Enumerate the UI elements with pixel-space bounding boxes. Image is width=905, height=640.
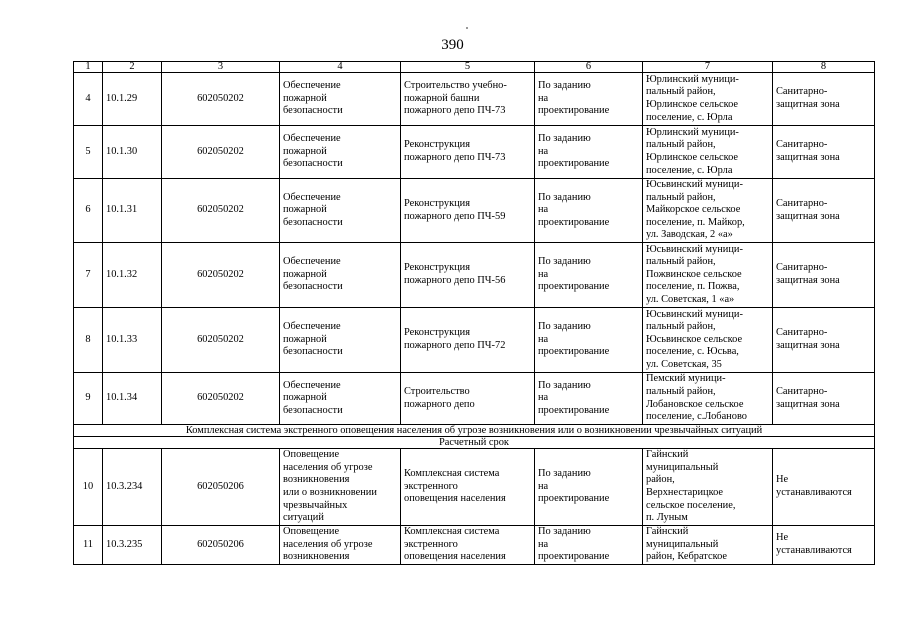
location-cell-line: Гайнский xyxy=(646,449,689,461)
object-name-cell-line: оповещения населения xyxy=(404,493,506,505)
location-cell-line: муниципальный xyxy=(646,461,719,473)
characteristics-cell-line: на xyxy=(538,392,549,404)
zone-cell xyxy=(773,526,875,565)
table-row xyxy=(74,243,875,308)
characteristics-cell-line: проектирование xyxy=(538,105,610,117)
location-cell-line: сельское поселение, xyxy=(646,499,736,511)
characteristics-cell-line: на xyxy=(538,333,549,345)
location-cell-line: Юсьвинский муници- xyxy=(646,308,743,320)
row-number: 11 xyxy=(74,526,103,565)
object-code: 10.1.32 xyxy=(103,243,162,308)
object-name-cell xyxy=(401,126,535,179)
object-name-cell xyxy=(401,449,535,526)
object-name-cell-line: Реконструкция xyxy=(404,197,471,209)
purpose-cell-line: Обеспечение xyxy=(283,321,341,333)
purpose-cell xyxy=(280,373,401,425)
characteristics-cell-line: По заданию xyxy=(538,321,591,333)
characteristics-cell-line: на xyxy=(538,268,549,280)
table-row xyxy=(74,73,875,126)
purpose-cell-line: или о возникновении xyxy=(283,487,377,498)
classifier-code: 602050206 xyxy=(162,449,280,526)
object-name-cell-line: Комплексная система xyxy=(404,468,500,480)
object-code: 10.1.34 xyxy=(103,373,162,425)
zone-cell-line: устанавливаются xyxy=(776,544,852,556)
column-header-8: 8 xyxy=(773,62,875,73)
purpose-cell-line: пожарной xyxy=(283,392,327,404)
purpose-cell xyxy=(280,449,401,526)
column-header-4: 4 xyxy=(280,62,401,73)
characteristics-cell-line: По заданию xyxy=(538,379,591,391)
section-title: Комплексная система экстренного оповещения населения об угрозе возникновения или о возникновении чрезвычайных ситуаций xyxy=(74,425,875,437)
purpose-cell-line: чрезвычайных xyxy=(283,499,348,511)
characteristics-cell-line: проектирование xyxy=(538,551,610,563)
object-name-cell-line: пожарного депо ПЧ-73 xyxy=(404,105,506,117)
purpose-cell xyxy=(280,73,401,126)
location-cell-line: Пемский муници- xyxy=(646,373,726,385)
section-subtitle-row xyxy=(74,437,875,449)
purpose-cell-line: пожарной xyxy=(283,204,327,216)
purpose-cell-line: безопасности xyxy=(283,346,343,358)
characteristics-cell xyxy=(535,126,643,179)
object-code: 10.3.234 xyxy=(103,449,162,526)
zone-cell-line: Не xyxy=(776,474,789,486)
location-cell xyxy=(643,526,773,565)
zone-cell-line: Санитарно- xyxy=(776,262,828,274)
characteristics-cell-line: По заданию xyxy=(538,133,591,145)
purpose-cell-line: Обеспечение xyxy=(283,133,341,145)
location-cell-line: Лобановское сельское xyxy=(646,398,744,410)
location-cell xyxy=(643,373,773,425)
location-cell-line: ул. Советская, 35 xyxy=(646,358,722,370)
purpose-cell-line: безопасности xyxy=(283,105,343,117)
object-code: 10.1.31 xyxy=(103,179,162,243)
object-name-cell xyxy=(401,179,535,243)
location-cell-line: пальный район, xyxy=(646,321,716,333)
purpose-cell-line: Обеспечение xyxy=(283,191,341,203)
location-cell-line: Юрлинский муници- xyxy=(646,73,739,85)
purpose-cell-line: Оповещение xyxy=(283,526,340,537)
location-cell-line: Юрлинский муници- xyxy=(646,126,739,138)
object-name-cell-line: экстренного xyxy=(404,538,458,550)
purpose-cell xyxy=(280,179,401,243)
table-row xyxy=(74,179,875,243)
object-name-cell-line: Строительство учебно- xyxy=(404,80,507,92)
purpose-cell-line: Обеспечение xyxy=(283,256,341,268)
zone-cell-line: Не xyxy=(776,532,789,544)
column-header-2: 2 xyxy=(103,62,162,73)
scan-mark xyxy=(466,27,468,29)
characteristics-cell-line: проектирование xyxy=(538,346,610,358)
table-body xyxy=(74,62,875,565)
zone-cell-line: Санитарно- xyxy=(776,86,828,98)
table-row xyxy=(74,526,875,565)
object-name-cell-line: пожарной башни xyxy=(404,92,480,104)
characteristics-cell-line: на xyxy=(538,145,549,157)
purpose-cell-line: безопасности xyxy=(283,158,343,170)
location-cell xyxy=(643,243,773,308)
object-name-cell-line: пожарного депо ПЧ-59 xyxy=(404,210,506,222)
purpose-cell-line: Обеспечение xyxy=(283,80,341,92)
classifier-code: 602050206 xyxy=(162,526,280,565)
location-cell-line: пальный район, xyxy=(646,86,716,98)
object-name-cell-line: пожарного депо xyxy=(404,398,475,410)
column-header-3: 3 xyxy=(162,62,280,73)
row-number: 10 xyxy=(74,449,103,526)
classifier-code: 602050202 xyxy=(162,179,280,243)
purpose-cell xyxy=(280,243,401,308)
zone-cell-line: защитная зона xyxy=(776,152,840,163)
characteristics-cell xyxy=(535,73,643,126)
column-header-1: 1 xyxy=(74,62,103,73)
purpose-cell-line: ситуаций xyxy=(283,512,324,524)
classifier-code: 602050202 xyxy=(162,126,280,179)
object-name-cell xyxy=(401,373,535,425)
characteristics-cell-line: проектирование xyxy=(538,404,610,416)
zone-cell-line: защитная зона xyxy=(776,275,840,286)
table-row xyxy=(74,449,875,526)
zone-cell-line: защитная зона xyxy=(776,340,840,351)
row-number: 8 xyxy=(74,308,103,373)
location-cell-line: пальный район, xyxy=(646,256,716,268)
object-name-cell xyxy=(401,308,535,373)
zone-cell-line: защитная зона xyxy=(776,398,840,410)
column-header-5: 5 xyxy=(401,62,535,73)
location-cell-line: пальный район, xyxy=(646,139,716,151)
location-cell-line: Юсьвинский муници- xyxy=(646,179,743,191)
purpose-cell-line: возникновения xyxy=(283,474,350,486)
location-cell xyxy=(643,308,773,373)
location-cell-line: поселение, с. Юрла xyxy=(646,164,733,176)
zone-cell-line: Санитарно- xyxy=(776,197,828,209)
section-title-row xyxy=(74,425,875,437)
zone-cell-line: устанавливаются xyxy=(776,487,852,498)
zone-cell xyxy=(773,308,875,373)
location-cell-line: Гайнский xyxy=(646,526,689,537)
purpose-cell-line: населения об угрозе xyxy=(283,538,373,550)
object-code: 10.1.30 xyxy=(103,126,162,179)
registry-table xyxy=(73,61,875,565)
characteristics-cell xyxy=(535,373,643,425)
object-name-cell-line: Комплексная система xyxy=(404,526,500,537)
location-cell-line: поселение, с.Лобаново xyxy=(646,411,747,423)
location-cell-line: район, xyxy=(646,474,675,486)
characteristics-cell xyxy=(535,179,643,243)
characteristics-cell xyxy=(535,526,643,565)
row-number: 9 xyxy=(74,373,103,425)
characteristics-cell-line: По заданию xyxy=(538,526,591,537)
location-cell-line: ул. Советская, 1 «а» xyxy=(646,293,735,305)
characteristics-cell-line: проектирование xyxy=(538,158,610,170)
zone-cell-line: Санитарно- xyxy=(776,327,828,339)
location-cell-line: ул. Заводская, 2 «а» xyxy=(646,229,733,241)
zone-cell xyxy=(773,179,875,243)
purpose-cell-line: Обеспечение xyxy=(283,379,341,391)
characteristics-cell-line: на xyxy=(538,480,549,492)
purpose-cell xyxy=(280,308,401,373)
row-number: 5 xyxy=(74,126,103,179)
location-cell-line: пальный район, xyxy=(646,191,716,203)
purpose-cell-line: пожарной xyxy=(283,333,327,345)
classifier-code: 602050202 xyxy=(162,243,280,308)
location-cell-line: Верхнестарицкое xyxy=(646,487,724,498)
location-cell xyxy=(643,449,773,526)
object-name-cell-line: экстренного xyxy=(404,480,458,492)
classifier-code: 602050202 xyxy=(162,73,280,126)
location-cell-line: пальный район, xyxy=(646,385,716,397)
object-name-cell xyxy=(401,526,535,565)
object-name-cell xyxy=(401,73,535,126)
characteristics-cell-line: на xyxy=(538,204,549,216)
characteristics-cell-line: на xyxy=(538,538,549,550)
classifier-code: 602050202 xyxy=(162,373,280,425)
characteristics-cell-line: По заданию xyxy=(538,256,591,268)
location-cell-line: Юсьвинский муници- xyxy=(646,243,743,255)
object-code: 10.1.33 xyxy=(103,308,162,373)
characteristics-cell-line: проектирование xyxy=(538,216,610,228)
purpose-cell-line: безопасности xyxy=(283,281,343,293)
zone-cell-line: Санитарно- xyxy=(776,385,828,397)
purpose-cell-line: пожарной xyxy=(283,268,327,280)
location-cell-line: муниципальный xyxy=(646,538,719,550)
purpose-cell-line: населения об угрозе xyxy=(283,461,373,473)
characteristics-cell-line: По заданию xyxy=(538,191,591,203)
zone-cell xyxy=(773,73,875,126)
object-name-cell-line: Реконструкция xyxy=(404,327,471,339)
purpose-cell-line: безопасности xyxy=(283,216,343,228)
location-cell xyxy=(643,179,773,243)
location-cell-line: район, Кебратское xyxy=(646,551,728,563)
object-name-cell-line: оповещения населения xyxy=(404,551,506,563)
table-row xyxy=(74,126,875,179)
zone-cell-line: защитная зона xyxy=(776,210,840,222)
zone-cell xyxy=(773,373,875,425)
location-cell-line: Пожвинское сельское xyxy=(646,268,742,280)
row-number: 4 xyxy=(74,73,103,126)
object-name-cell-line: пожарного депо ПЧ-73 xyxy=(404,152,506,163)
section-subtitle: Расчетный срок xyxy=(74,437,875,449)
column-header-6: 6 xyxy=(535,62,643,73)
purpose-cell-line: Оповещение xyxy=(283,449,340,461)
characteristics-cell xyxy=(535,449,643,526)
location-cell-line: Юсьвинское сельское xyxy=(646,333,743,345)
location-cell-line: п. Луным xyxy=(646,512,688,524)
table-row xyxy=(74,373,875,425)
object-name-cell-line: Реконструкция xyxy=(404,262,471,274)
object-code: 10.1.29 xyxy=(103,73,162,126)
characteristics-cell xyxy=(535,243,643,308)
purpose-cell-line: безопасности xyxy=(283,404,343,416)
location-cell-line: Юрлинское сельское xyxy=(646,99,739,110)
row-number: 7 xyxy=(74,243,103,308)
characteristics-cell-line: проектирование xyxy=(538,281,610,293)
purpose-cell-line: пожарной xyxy=(283,145,327,157)
location-cell-line: поселение, п. Майкор, xyxy=(646,216,745,228)
location-cell-line: Майкорское сельское xyxy=(646,204,741,216)
purpose-cell-line: возникновения xyxy=(283,551,350,563)
page-number: 390 xyxy=(441,37,464,53)
purpose-cell-line: пожарной xyxy=(283,92,327,104)
characteristics-cell xyxy=(535,308,643,373)
zone-cell xyxy=(773,449,875,526)
location-cell-line: поселение, с. Юсьва, xyxy=(646,346,739,358)
zone-cell-line: Санитарно- xyxy=(776,139,828,151)
object-name-cell xyxy=(401,243,535,308)
location-cell xyxy=(643,73,773,126)
characteristics-cell-line: По заданию xyxy=(538,468,591,480)
object-name-cell-line: пожарного депо ПЧ-56 xyxy=(404,275,506,286)
zone-cell xyxy=(773,126,875,179)
purpose-cell xyxy=(280,126,401,179)
location-cell xyxy=(643,126,773,179)
zone-cell xyxy=(773,243,875,308)
zone-cell-line: защитная зона xyxy=(776,99,840,110)
purpose-cell xyxy=(280,526,401,565)
column-header-7: 7 xyxy=(643,62,773,73)
column-number-row xyxy=(74,62,875,73)
location-cell-line: поселение, п. Пожва, xyxy=(646,281,740,293)
characteristics-cell-line: на xyxy=(538,92,549,104)
object-code: 10.3.235 xyxy=(103,526,162,565)
characteristics-cell-line: По заданию xyxy=(538,80,591,92)
location-cell-line: Юрлинское сельское xyxy=(646,152,739,163)
object-name-cell-line: Реконструкция xyxy=(404,139,471,151)
classifier-code: 602050202 xyxy=(162,308,280,373)
characteristics-cell-line: проектирование xyxy=(538,493,610,505)
object-name-cell-line: Строительство xyxy=(404,385,470,397)
location-cell-line: поселение, с. Юрла xyxy=(646,111,733,123)
object-name-cell-line: пожарного депо ПЧ-72 xyxy=(404,340,506,351)
row-number: 6 xyxy=(74,179,103,243)
table-row xyxy=(74,308,875,373)
